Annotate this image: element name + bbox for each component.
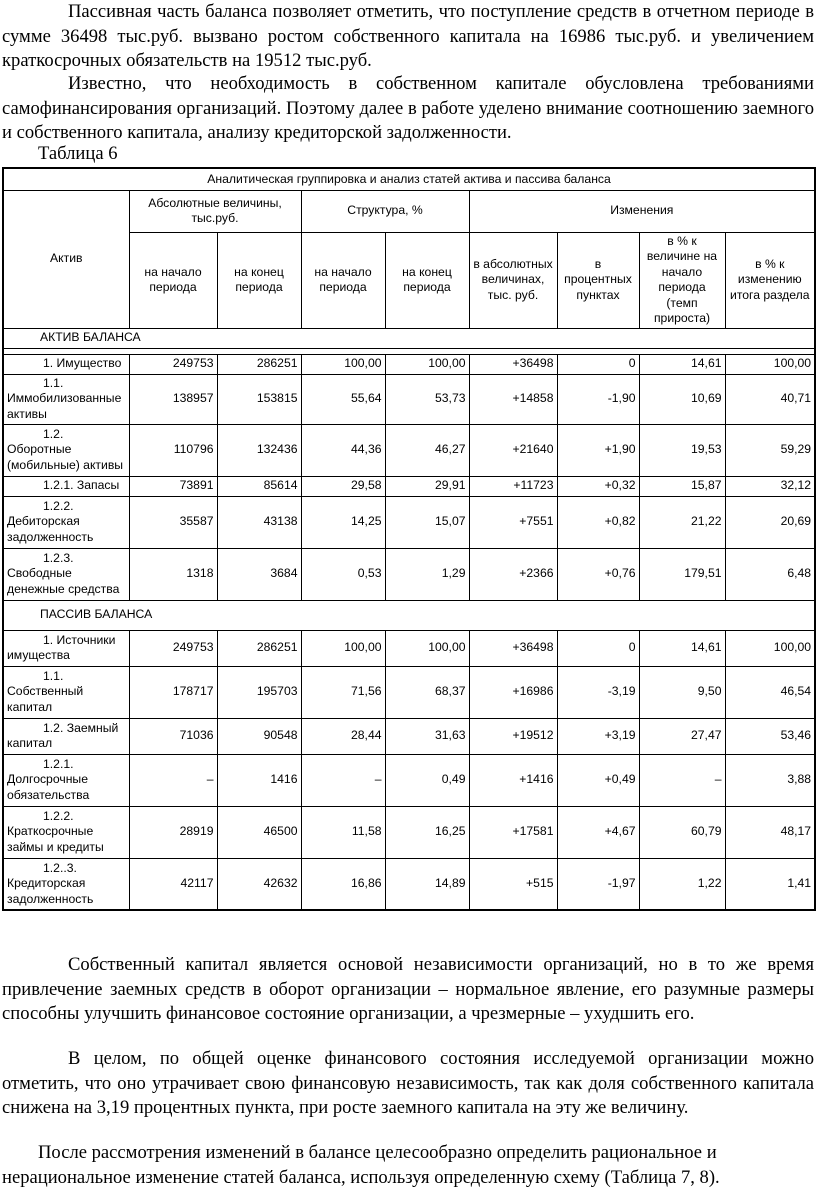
row-number: 1.2.2. — [43, 808, 74, 823]
row-label — [3, 630, 129, 666]
table-cell: 249753 — [129, 630, 217, 666]
header-changes: Изменения — [469, 190, 815, 232]
table-cell: 0,49 — [385, 754, 469, 806]
table-row — [3, 354, 815, 374]
table-cell: 90548 — [217, 718, 301, 754]
table-cell: 100,00 — [385, 630, 469, 666]
table-cell: +16986 — [469, 666, 557, 718]
table-row — [3, 666, 815, 718]
table-cell: 16,86 — [301, 858, 385, 910]
table-row — [3, 858, 815, 910]
table-cell: 19,53 — [639, 424, 725, 476]
table-row — [3, 718, 815, 754]
table-cell: 14,25 — [301, 496, 385, 548]
table-cell: 31,63 — [385, 718, 469, 754]
row-number: 1.2.1. Запасы — [43, 478, 120, 493]
row-label — [3, 754, 129, 806]
row-number: 1.1. — [43, 668, 64, 683]
row-label — [3, 806, 129, 858]
row-name: Краткосрочные займы и кредиты — [7, 824, 104, 854]
paragraph-5: После рассмотрения изменений в балансе целесообразно определить рациональное и нерациональное изменение статей баланса, используя определенную схему (Таблица 7, 8). — [2, 1142, 720, 1188]
table-cell: +17581 — [469, 806, 557, 858]
table-cell: +0,49 — [557, 754, 639, 806]
table-cell: 29,91 — [385, 476, 469, 496]
row-label — [3, 476, 129, 496]
row-label — [3, 374, 129, 424]
row-label — [3, 718, 129, 754]
row-number: 1.2. — [43, 426, 64, 441]
table-row — [3, 806, 815, 858]
row-label — [3, 354, 129, 374]
row-name: Долгосрочные обязательства — [7, 772, 90, 802]
section-aktiv: АКТИВ БАЛАНСА — [3, 328, 815, 348]
row-number: 1.2.2. — [43, 498, 74, 513]
table-cell: 0,53 — [301, 548, 385, 600]
table-cell: 179,51 — [639, 548, 725, 600]
table-cell: 100,00 — [385, 354, 469, 374]
row-number: 1.2. Заемный — [43, 720, 119, 735]
table-cell: 53,73 — [385, 374, 469, 424]
table-cell: +19512 — [469, 718, 557, 754]
table-cell: 1416 — [217, 754, 301, 806]
table-cell: 100,00 — [725, 354, 815, 374]
table-cell: – — [129, 754, 217, 806]
header-change-abs: в абсолютных величинах, тыс. руб. — [469, 232, 557, 328]
table-row — [3, 424, 815, 476]
row-label — [3, 666, 129, 718]
paragraph-1: Пассивная часть баланса позволяет отметить, что поступление средств в отчетном периоде в сумме 36498 тыс.руб. вызвано ростом собственного капитала на 16986 тыс.руб. и увеличением краткосрочных обязательств на 19512 тыс.руб. — [2, 1, 814, 72]
paragraph-3: Собственный капитал является основой независимости организаций, но в то же время привлечение заемных средств в оборот организации – нормальное явление, его разумные размеры способны улучшить финансовое состояние организации, а чрезмерные – ухудшить его. — [2, 954, 814, 1025]
table-cell: 28919 — [129, 806, 217, 858]
row-number: 1. Имущество — [43, 356, 122, 371]
table-cell: -1,97 — [557, 858, 639, 910]
table-cell: 85614 — [217, 476, 301, 496]
table-cell: +21640 — [469, 424, 557, 476]
header-struct-end: на конец периода — [385, 232, 469, 328]
header-structure: Структура, % — [301, 190, 469, 232]
header-absolute: Абсолютные величины, тыс.руб. — [129, 190, 301, 232]
section-passiv: ПАССИВ БАЛАНСА — [3, 600, 815, 630]
table-cell: 153815 — [217, 374, 301, 424]
table-cell: 0 — [557, 630, 639, 666]
row-label — [3, 548, 129, 600]
table-cell: +36498 — [469, 354, 557, 374]
table-cell: 1,29 — [385, 548, 469, 600]
table-cell: 3,88 — [725, 754, 815, 806]
table-cell: 59,29 — [725, 424, 815, 476]
row-name: Свободные денежные средства — [7, 566, 120, 596]
table-cell: 48,17 — [725, 806, 815, 858]
header-change-pct-total: в % к изменению итога раздела — [725, 232, 815, 328]
table-cell: 53,46 — [725, 718, 815, 754]
table-caption: Таблица 6 — [38, 143, 118, 164]
header-abs-end: на конец периода — [217, 232, 301, 328]
table-cell: 46,54 — [725, 666, 815, 718]
table-cell: 15,07 — [385, 496, 469, 548]
table-title: Аналитическая группировка и анализ статей актива и пассива баланса — [3, 168, 815, 190]
table-cell: +7551 — [469, 496, 557, 548]
table-row — [3, 630, 815, 666]
table-row — [3, 754, 815, 806]
table-cell: 100,00 — [725, 630, 815, 666]
table-cell: 1,41 — [725, 858, 815, 910]
table-cell: 100,00 — [301, 354, 385, 374]
table-cell: 14,61 — [639, 354, 725, 374]
table-cell: 73891 — [129, 476, 217, 496]
table-cell: 110796 — [129, 424, 217, 476]
table-cell: 132436 — [217, 424, 301, 476]
table-cell: 28,44 — [301, 718, 385, 754]
row-name: имущества — [7, 648, 70, 662]
row-name: Иммобилизованные активы — [7, 391, 122, 421]
header-aktiv: Актив — [3, 190, 129, 328]
table-cell: 286251 — [217, 354, 301, 374]
table-cell: +1,90 — [557, 424, 639, 476]
paragraph-4: В целом, по общей оценке финансового состояния исследуемой организации можно отметить, что оно утрачивает свою финансовую независимость, так как доля собственного капитала снижена на 3,19 процентных пункта, при росте заемного капитала на эту же величину. — [2, 1048, 814, 1119]
header-struct-start: на начало периода — [301, 232, 385, 328]
table-cell: 60,79 — [639, 806, 725, 858]
row-number: 1.2.3. — [43, 550, 74, 565]
table-row — [3, 548, 815, 600]
table-cell: 0 — [557, 354, 639, 374]
table-row — [3, 374, 815, 424]
table-cell: 178717 — [129, 666, 217, 718]
table-cell: +4,67 — [557, 806, 639, 858]
table-cell: +14858 — [469, 374, 557, 424]
table-cell: 27,47 — [639, 718, 725, 754]
table-cell: 44,36 — [301, 424, 385, 476]
table-cell: 10,69 — [639, 374, 725, 424]
header-change-pct-start: в % к величине на начало периода (темп прироста) — [639, 232, 725, 328]
table-cell: 14,89 — [385, 858, 469, 910]
table-cell: -1,90 — [557, 374, 639, 424]
table-cell: 55,64 — [301, 374, 385, 424]
table-cell: 71036 — [129, 718, 217, 754]
table-cell: -3,19 — [557, 666, 639, 718]
table-cell: 1,22 — [639, 858, 725, 910]
row-label — [3, 496, 129, 548]
row-name: Собственный капитал — [7, 684, 84, 714]
table-cell: 42632 — [217, 858, 301, 910]
table-cell: 20,69 — [725, 496, 815, 548]
table-cell: 68,37 — [385, 666, 469, 718]
balance-table — [2, 167, 816, 911]
table-cell: 3684 — [217, 548, 301, 600]
table-cell: – — [301, 754, 385, 806]
table-cell: 195703 — [217, 666, 301, 718]
table-cell: 100,00 — [301, 630, 385, 666]
table-cell: 6,48 — [725, 548, 815, 600]
table-cell: 46500 — [217, 806, 301, 858]
table-cell: +1416 — [469, 754, 557, 806]
table-row — [3, 496, 815, 548]
table-cell: 15,87 — [639, 476, 725, 496]
table-cell: +0,32 — [557, 476, 639, 496]
row-name: капитал — [7, 736, 53, 750]
table-cell: 35587 — [129, 496, 217, 548]
header-abs-start: на начало периода — [129, 232, 217, 328]
table-row — [3, 476, 815, 496]
table-cell: 71,56 — [301, 666, 385, 718]
row-number: 1.1. — [43, 375, 64, 390]
table-cell: 42117 — [129, 858, 217, 910]
table-cell: 14,61 — [639, 630, 725, 666]
row-number: 1.2..3. — [43, 860, 77, 875]
table-cell: +0,82 — [557, 496, 639, 548]
table-cell: +36498 — [469, 630, 557, 666]
table-cell: 16,25 — [385, 806, 469, 858]
table-cell: 40,71 — [725, 374, 815, 424]
table-cell: – — [639, 754, 725, 806]
table-cell: 1318 — [129, 548, 217, 600]
row-number: 1.2.1. — [43, 756, 74, 771]
row-name: Дебиторская задолженность — [7, 514, 94, 544]
table-cell: +11723 — [469, 476, 557, 496]
row-number: 1. Источники — [43, 632, 116, 647]
table-cell: 32,12 — [725, 476, 815, 496]
table-cell: +3,19 — [557, 718, 639, 754]
table-cell: +0,76 — [557, 548, 639, 600]
table-cell: 21,22 — [639, 496, 725, 548]
table-cell: 138957 — [129, 374, 217, 424]
row-label — [3, 424, 129, 476]
table-cell: 29,58 — [301, 476, 385, 496]
table-cell: +2366 — [469, 548, 557, 600]
table-cell: 11,58 — [301, 806, 385, 858]
row-name: Кредиторская задолженность — [7, 876, 94, 906]
table-cell: 286251 — [217, 630, 301, 666]
table-cell: 249753 — [129, 354, 217, 374]
table-cell: 46,27 — [385, 424, 469, 476]
table-cell: 43138 — [217, 496, 301, 548]
row-name: Оборотные (мобильные) активы — [7, 442, 124, 472]
row-label — [3, 858, 129, 910]
header-change-pp: в процентных пунктах — [557, 232, 639, 328]
paragraph-2: Известно, что необходимость в собственном капитале обусловлена требованиями самофинансирования организаций. Поэтому далее в работе уделено внимание соотношению заемного и собственного капитала, анализу кредиторской задолженности. — [2, 73, 814, 144]
table-cell: 9,50 — [639, 666, 725, 718]
table-cell: +515 — [469, 858, 557, 910]
